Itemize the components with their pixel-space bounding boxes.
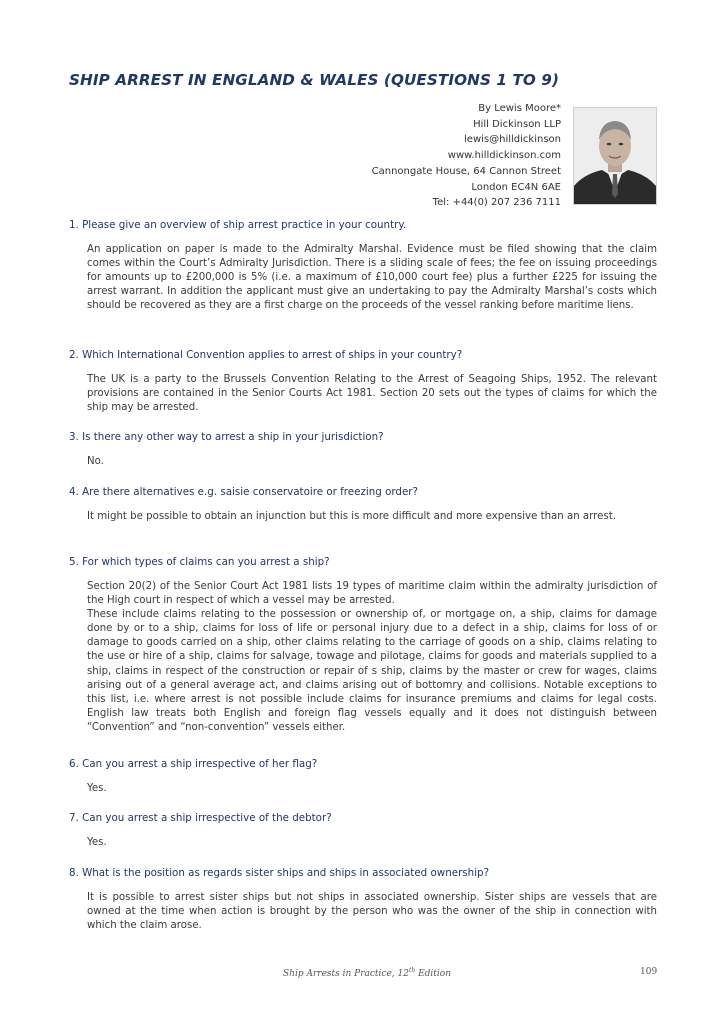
question-3-answer <box>87 455 657 469</box>
question-1-heading: 1. Please give an overview of ship arrest practice in your country. <box>69 219 407 231</box>
author-website: www.hilldickinson.com <box>447 150 561 162</box>
author-name: By Lewis Moore* <box>478 103 561 114</box>
question-1-answer <box>87 243 657 313</box>
answer-paragraph: An application on paper is made to the Admiralty Marshal. Evidence must be filed showing that the claim comes within the Court’s Admiralty Jurisdiction. There is a sliding scale of fees; the fee on issuing proceedings for amounts up to £200,000 is 5% (i.e. a maximum of £10,000 court fee) plus a further £225 for issuing the arrest warrant. In addition the applicant must give an undertaking to pay the Admiralty Marshal’s costs which should be recovered as they are a first charge on the proceeds of the vessel ranking before maritime liens. <box>87 244 657 312</box>
author-firm: Hill Dickinson LLP <box>473 118 561 130</box>
question-7 <box>69 811 657 850</box>
question-7-answer <box>87 836 657 850</box>
question-5 <box>69 555 657 735</box>
footer-title-text: Ship Arrests in Practice, 12 <box>283 969 409 979</box>
answer-paragraph: These include claims relating to the possession or ownership of, or mortgage on, a ship, claims for damage done by or to a ship, claims for loss of life or personal injury due to a defect in a ship, claims for loss of or damage to goods carried on a ship, other claims relating to the carriage of goods on a ship, claims relating to the use or hire of a ship, claims for salvage, towage and pilotage, claims for goods and materials supplied to a ship, claims in respect of the construction or repair of s ship, claims by the master or crew for wages, claims arising out of a general average act, and claims arising out of bottomry and collisions. Notable exceptions to this list, i.e. where arrest is not possible include claims for insurance premiums and claims for legal costs. English law treats both English and foreign flag vessels equally and it does not distinguish between “Convention” and “non-convention” vessels either. <box>87 609 657 733</box>
question-6-heading: 6. Can you arrest a ship irrespective of her flag? <box>69 758 318 770</box>
author-address-line-2: London EC4N 6AE <box>471 181 561 193</box>
answer-paragraph: No. <box>87 456 104 467</box>
question-6-answer <box>87 782 657 796</box>
question-7-heading: 7. Can you arrest a ship irrespective of the debtor? <box>69 812 332 824</box>
question-2-heading: 2. Which International Convention applies to arrest of ships in your country? <box>69 349 463 361</box>
question-5-answer <box>87 580 657 735</box>
page-title: SHIP ARREST IN ENGLAND & WALES (QUESTIONS 1 TO 9) <box>69 71 560 89</box>
question-8-heading: 8. What is the position as regards sister ships and ships in associated ownership? <box>69 867 490 879</box>
footer-title-suffix: Edition <box>415 969 452 979</box>
question-4-heading: 4. Are there alternatives e.g. saisie conservatoire or freezing order? <box>69 486 418 498</box>
portrait-image <box>574 108 656 204</box>
author-address-line-1: Cannongate House, 64 Cannon Street <box>371 165 561 177</box>
question-6 <box>69 757 657 796</box>
answer-paragraph: It is possible to arrest sister ships but not ships in associated ownership. Sister ships are vessels that are owned at the time when action is brought by the person who was the owner of the ship in connection with which the claim arose. <box>87 892 657 932</box>
author-phone: Tel: +44(0) 207 236 7111 <box>432 197 561 209</box>
question-4-answer <box>87 510 657 524</box>
footer-title-superscript: th <box>408 967 416 974</box>
page-number: 109 <box>640 967 658 977</box>
author-email: lewis@hilldickinson <box>464 134 561 146</box>
answer-paragraph: Section 20(2) of the Senior Court Act 1981 lists 19 types of maritime claim within the admiralty jurisdiction of the High court in respect of which a vessel may be arrested. <box>87 581 657 607</box>
question-2-answer <box>87 373 657 415</box>
question-8-answer <box>87 891 657 933</box>
question-8 <box>69 866 657 933</box>
footer-title <box>283 967 451 979</box>
question-1 <box>69 218 657 313</box>
answer-paragraph: Yes. <box>87 837 107 848</box>
answer-paragraph: It might be possible to obtain an injunction but this is more difficult and more expensive than an arrest. <box>87 511 616 522</box>
question-4 <box>69 485 657 524</box>
question-3 <box>69 430 657 469</box>
question-3-heading: 3. Is there any other way to arrest a ship in your jurisdiction? <box>69 431 384 443</box>
answer-paragraph: The UK is a party to the Brussels Convention Relating to the Arrest of Seagoing Ships, 1952. The relevant provisions are contained in the Senior Courts Act 1981. Section 20 sets out the types of claims for which the ship may be arrested. <box>87 374 657 414</box>
question-2 <box>69 348 657 415</box>
answer-paragraph: Yes. <box>87 783 107 794</box>
question-5-heading: 5. For which types of claims can you arrest a ship? <box>69 556 330 568</box>
author-photo <box>573 107 657 205</box>
author-block <box>372 101 561 211</box>
